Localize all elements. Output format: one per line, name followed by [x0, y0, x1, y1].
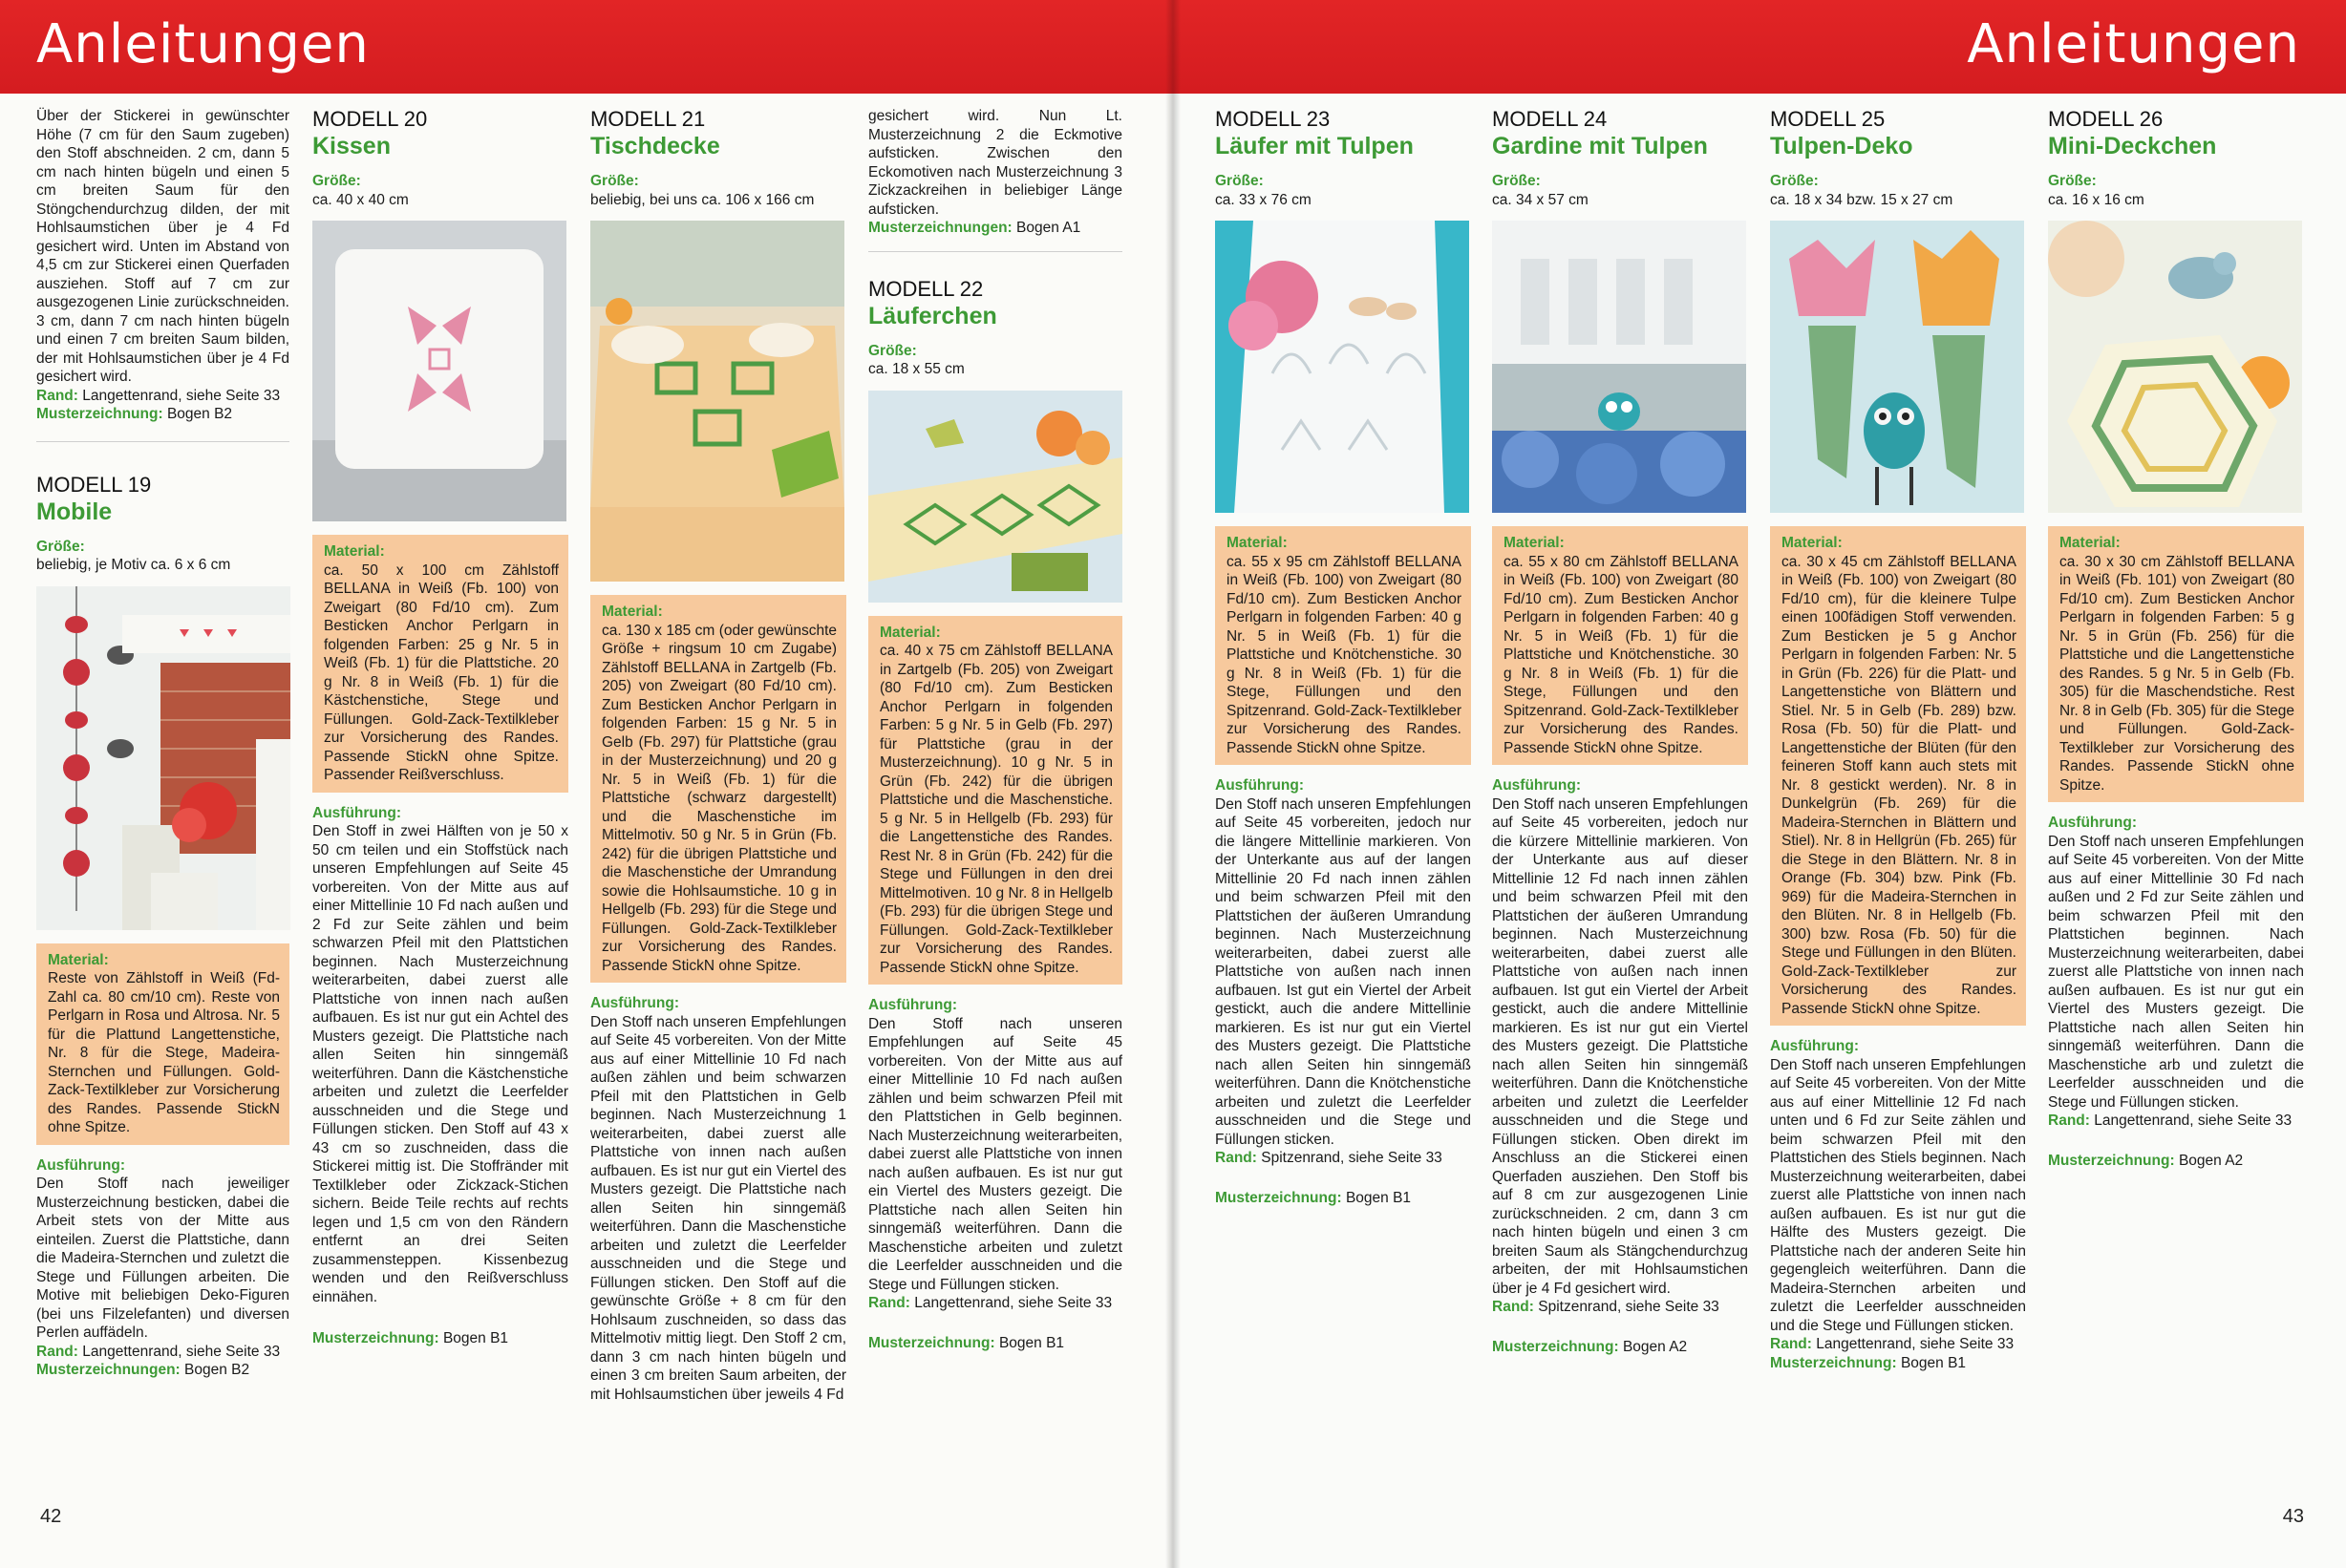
model-20-heading: MODELL 20 Kissen — [312, 107, 428, 159]
column-8: MODELL 26 Mini-Deckchen Größe: ca. 16 x 16 cm Material: ca. 30 x 30 cm Zählstoff BELLANA in Weiß (Fb. 101) von Zweigart (80 Fd/10 cm). Zum Besticken Anchor Perlgarn in folgenden Farben: 5 g Nr. 5 in Grün (Fb. 256) für die Plattstiche und die Langettenstiche des Randes. 5 g Nr. 5 in Gelb (Fb. 305) für die Maschendstiche. Rest Nr. 8 in Gelb (Fb. 305) für die Stege und Füllungen. Gold-Zack-Textilkleber zur Vorsicherung des Randes. Passende StickN ohne Spitze. Ausführung: Den Stoff nach unseren Empfehlungen auf Seite 45 vorbereiten. Von der Mitte aus auf einer Mittellinie 30 Fd nach außen und 2 Fd zur Seite zählen und beim schwarzen Pfeil mit den Plattstichen beginnen. Nach Musterzeichnung weiterarbeiten, dabei zuerst alle Plattstiche von innen nach außen aufbauen. Es ist nur gut ein Viertel des Musters gezeigt. Die Plattstiche nach allen Seiten hin sinngemäß weiterführen. Dann die Maschenstiche arb und zuletzt die Leerfelder ausschneiden und die Stege und Füllungen sticken. Rand: Langettenrand, siehe Seite 33 Musterzeichnung: Bogen A2 — [2048, 107, 2304, 1169]
model-26-instructions: Den Stoff nach unseren Empfehlungen auf Seite 45 vorbereiten. Von der Mitte aus auf einer Mittellinie 30 Fd nach außen und 2 Fd zur Seite zählen und beim schwarzen Pfeil mit den Plattstichen beginnen. Nach Musterzeichnung weiterarbeiten, dabei zuerst alle Plattstiche von innen nach außen aufbauen. Es ist nur gut ein Viertel des Musters gezeigt. Die Plattstiche nach allen Seiten hin sinngemäß weiterführen. Dann die Maschenstiche arb und zuletzt die Leerfelder ausschneiden und die Stege und Füllungen sticken. — [2048, 833, 2304, 1111]
column-4: gesichert wird. Nun Lt. Musterzeichnung 2 die Eckmotive aufsticken. Zwischen den Eckomotiven nach Musterzeichnung 3 Zickzackreihen in beliebiger Länge aufsticken. Musterzeichnungen: Bogen A1 MODELL 22 Läuferchen Größe: ca. 18 x 55 cm Material: ca. 40 x 75 cm Zählstoff BELLANA in Zartgelb (Fb. 205) von Zweigart (80 Fd/10 cm). Zum Besticken Anchor Perlgarn in folgenden Farben: 5 g Nr. 5 in Gelb (Fb. 297) für Plattstiche (grau in der Musterzeichnung). 10 g Nr. 5 in Grün (Fb. 242) für die übrigen Plattstiche und die Maschenstiche. 5 g Nr. 5 in Hellgelb (Fb. 293) für die Langettenstiche des Randes. Rest Nr. 8 in Grün (Fb. 242) für die Stege und Füllungen in den drei Mittelmotiven. 10 g Nr. 8 in Hellgelb (Fb. 293) für die übrigen Stege und Füllungen. Gold-Zack-Textilkleber zur Vorsicherung des Randes. Passende StickN ohne Spitze. Ausführung: Den Stoff nach unseren Empfehlungen auf Seite 45 vorbereiten. Von der Mitte aus auf einer Mittellinie 10 Fd nach außen zählen und beim schwarzen Pfeil mit den Plattstichen in Gelb beginnen. Nach Musterzeichnung weiterarbeiten, dabei zuerst alle Plattstiche von innen nach außen aufbauen. Es ist nur gut ein Viertel des Musters gezeigt. Die Plattstiche nach allen Seiten hin sinngemäß weiterführen. Dann die Maschenstiche arbeiten und zuletzt die Leerfelder ausschneiden und die Stege und Füllungen sticken. Rand: Langettenrand, siehe Seite 33 Musterzeichnung: Bogen B1 — [868, 108, 1122, 1351]
model-24-instructions: Den Stoff nach unseren Empfehlungen auf Seite 45 vorbereiten, jedoch nur die kürzere Mittellinie markieren. Von der Unterkante aus auf dieser Mittellinie 12 Fd nach innen zählen und beim schwarzen Pfeil mit den Plattstichen der äußeren Umrandung beginnen. Nach Musterzeichnung weiterarbeiten, dabei zuerst alle Plattstiche von außen nach innen aufbauen. Ist gut ein Viertel der Arbeit gestickt, auch die andere Mittellinie markieren. Es ist nur gut ein Viertel des Musters gezeigt. Die Plattstiche nach allen Seiten hin sinngemäß weiterführen. Dann die Knötchenstiche arbeiten und zuletzt die Leerfelder ausschneiden und die Stege und Füllungen sticken. Oben direkt im Anschluss an die Stickerei einen Querfaden ausziehen. Den Stoff bis auf 8 cm zur ausgezogenen Linie zurückschneiden. 2 cm, dann 3 cm nach hinten bügeln und einen 3 cm breiten Saum als Stängchendurchzug arbeiten, der mit Hohlsaumstichen über je 4 Fd gesichert wird. — [1492, 795, 1748, 1297]
model-24-size: Größe: ca. 34 x 57 cm — [1492, 173, 1589, 208]
model-26-material: Material: ca. 30 x 30 cm Zählstoff BELLANA in Weiß (Fb. 101) von Zweigart (80 Fd/10 cm). Zum Besticken Anchor Perlgarn in folgenden Farben: 5 g Nr. 5 in Grün (Fb. 256) für die Plattstiche und die Langettenstiche des Randes. 5 g Nr. 5 in Gelb (Fb. 305) für die Maschendstiche. Rest Nr. 8 in Gelb (Fb. 305) für die Stege und Füllungen. Gold-Zack-Textilkleber zur Vorsicherung des Randes. Passende StickN ohne Spitze. — [2048, 526, 2304, 802]
model-20-size: Größe: ca. 40 x 40 cm — [312, 173, 409, 208]
model-22-material: Material: ca. 40 x 75 cm Zählstoff BELLANA in Zartgelb (Fb. 205) von Zweigart (80 Fd/10 cm). Zum Besticken Anchor Perlgarn in folgenden Farben: 5 g Nr. 5 in Gelb (Fb. 297) für Plattstiche (grau in der Musterzeichnung). 10 g Nr. 5 in Grün (Fb. 242) für die übrigen Plattstiche und die Maschenstiche. 5 g Nr. 5 in Hellgelb (Fb. 293) für die Langettenstiche des Randes. Rest Nr. 8 in Grün (Fb. 242) für die Stege und Füllungen in den drei Mittelmotiven. 10 g Nr. 8 in Hellgelb (Fb. 293) für die übrigen Stege und Füllungen. Gold-Zack-Textilkleber zur Vorsicherung des Randes. Passende StickN ohne Spitze. — [868, 616, 1122, 985]
model-22-size: Größe: ca. 18 x 55 cm — [868, 342, 965, 377]
cushion-photo — [312, 221, 566, 521]
model-21-continued: gesichert wird. Nun Lt. Musterzeichnung 2 die Eckmotive aufsticken. Zwischen den Eckomotiven nach Musterzeichnung 3 Zickzackreihen in beliebiger Länge aufsticken. — [868, 108, 1122, 218]
page-number: 42 — [40, 1506, 62, 1527]
tablecloth-photo-illustration — [590, 221, 844, 582]
column-2: MODELL 20 Kissen Größe: ca. 40 x 40 cm Material: ca. 50 x 100 cm Zählstoff BELLANA in Weiß (Fb. 100) von Zweigart (80 Fd/10 cm). Zum Besticken Anchor Perlgarn in folgenden Farben: 25 g Nr. 5 in Weiß (Fb. 1) für die Plattstiche. 20 g Nr. 8 in Weiß (Fb. 1) für die Kästchenstiche, Stege und Füllungen. Gold-Zack-Textilkleber zur Vorsicherung des Randes. Passende StickN ohne Spitze. Passender Reißverschluss. Ausführung: Den Stoff in zwei Hälften von je 50 x 50 cm teilen und ein Stoffstück nach unseren Empfehlungen auf Seite 45 vorbereiten. Von der Mitte aus auf einer Mittellinie 10 Fd nach außen und 2 Fd zur Seite zählen und beim schwarzen Pfeil mit den Plattstichen beginnen. Nach Musterzeichnung weiterarbeiten, dabei zuerst alle Plattstiche von innen nach außen aufbauen. Es ist nur gut ein Achtel des Musters gezeigt. Die Plattstiche nach allen Seiten hin sinngemäß weiterführen. Dann die Kästchenstiche arbeiten und zuletzt die Leerfelder ausschneiden und die Stege und Füllungen sticken. Den Stoff auf 43 x 43 cm so zuschneiden, dass die Stickerei mittig ist. Die Stoffränder mit Textilkleber oder Zickzack-Stichen sichern. Beide Teile rechts auf rechts legen und 1,5 cm von den Rändern entfernt an drei Seiten zusammensteppen. Kissenbezug wenden und den Reißverschluss einnähen. Musterzeichnung: Bogen B1 — [312, 107, 568, 1346]
intro-text: Über der Stickerei in gewünschter Höhe (7 cm für den Saum zugeben) den Stoff abschneiden. 2 cm, dann 5 cm nach hinten bügeln und einen 5 cm breiten Saum für den Stöngchendurchzug dilden, der mit Hohlsaumstichen über je 4 Fd gesichert wird. Unten im Abstand von 4,5 cm zur Stickerei einen Querfaden ausziehen. Stoff auf 7 cm zur ausgezogenen Linie zurückschneiden. 3 cm, dann 7 cm nach hinten bügeln und einen 7 cm breiten Saum bilden, der mit Hohlsaumstichen über je 4 Fd gesichert wird. — [36, 108, 289, 385]
cushion-photo-illustration — [312, 221, 566, 521]
tulip-deco-photo-illustration — [1770, 221, 2024, 513]
model-20-material: Material: ca. 50 x 100 cm Zählstoff BELLANA in Weiß (Fb. 100) von Zweigart (80 Fd/10 cm). Zum Besticken Anchor Perlgarn in folgenden Farben: 25 g Nr. 5 in Weiß (Fb. 1) für die Plattstiche. 20 g Nr. 8 in Weiß (Fb. 1) für die Kästchenstiche, Stege und Füllungen. Gold-Zack-Textilkleber zur Vorsicherung des Randes. Passende StickN ohne Spitze. Passender Reißverschluss. — [312, 535, 568, 793]
model-24-heading: MODELL 24 Gardine mit Tulpen — [1492, 107, 1708, 159]
right-page — [1173, 0, 2346, 1568]
column-1: Über der Stickerei in gewünschter Höhe (7 cm für den Saum zugeben) den Stoff abschneiden. 2 cm, dann 5 cm nach hinten bügeln und einen 5 cm breiten Saum für den Stöngchendurchzug dilden, der mit Hohlsaumstichen über je 4 Fd gesichert wird. Unten im Abstand von 4,5 cm zur Stickerei einen Querfaden ausziehen. Stoff auf 7 cm zur ausgezogenen Linie zurückschneiden. 3 cm, dann 7 cm nach hinten bügeln und einen 7 cm breiten Saum bilden, der mit Hohlsaumstichen über je 4 Fd gesichert wird. Rand: Langettenrand, siehe Seite 33 Musterzeichnung: Bogen B2 MODELL 19 Mobile Größe: beliebig, je Motiv ca. 6 x 6 cm Material: Reste von Zählstoff in Weiß (Fd-Zahl ca. 80 cm/10 cm). Reste von Perlgarn in Rosa und Altrosa. Nr. 5 für die Plattund Langettenstiche, Nr. 8 für die Stege, Madeira-Sternchen und Füllungen. Gold-Zack-Textilkleber zur Vorsicherung des Randes. Passende StickN ohne Spitze. Ausführung: Den Stoff nach jeweiliger Musterzeichnung besticken, dabei die Arbeit stets von der Mitte aus einteilen. Zuerst die Plattstiche, dann die Madeira-Sternchen und zuletzt die Stege und Füllungen arbeiten. Die Motive mit beliebigen Deko-Figuren (bei uns Filzelefanten) und diversen Perlen auffädeln. Rand: Langettenrand, siehe Seite 33 Musterzeichnungen: Bogen B2 — [36, 108, 289, 1378]
tulip-deco-photo — [1770, 221, 2024, 513]
column-7: MODELL 25 Tulpen-Deko Größe: ca. 18 x 34 bzw. 15 x 27 cm Material: ca. 30 x 45 cm Zählstoff BELLANA in Weiß (Fb. 100) von Zweigart (80 Fd/10 cm), für die kleinere Tulpe einen 100fädigen Stoff verwenden. Zum Besticken je 5 g Anchor Perlgarn in folgenden Farben: Nr. 5 in Grün (Fb. 226) für die Platt- und Langettenstiche von Blättern und Stiel. Nr. 5 in Gelb (Fb. 289) bzw. Rosa (Fb. 50) für die Platt- und Langettenstiche der Blüten (für den feineren Stoff kann auch stets mit Nr. 8 gestickt werden). Nr. 8 in Dunkelgrün (Fb. 269) für die Madeira-Sternchen in Blättern und Stiel). Nr. 8 in Hellgrün (Fb. 265) für die Stege in den Blättern. Nr. 8 in Orange (Fb. 304) bzw. Pink (Fb. 969) für die Madeira-Sternchen in den Blüten. Nr. 8 in Hellgelb (Fb. 300) bzw. Rosa (Fb. 50) für die Stege und Füllungen in den Blüten. Gold-Zack-Textilkleber zur Vorsicherung des Randes. Passende StickN ohne Spitze. Ausführung: Den Stoff nach unseren Empfehlungen auf Seite 45 vorbereiten. Von der Mitte aus auf einer Mittellinie 12 Fd nach unten und 6 Fd zur Seite zählen und beim schwarzen Pfeil mit den Plattstichen des Stiels beginnen. Nach Musterzeichnung weiterarbeiten, dabei zuerst alle Plattstiche von innen nach außen aufbauen. Es ist nur gut die Hälfte des Musters gezeigt. Die Plattstiche nach der anderen Seite hin gegengleich weiterführen. Dann die Madeira-Sternchen arbeiten und zuletzt die Leerfelder ausschneiden und die Stege und Füllungen sticken. Rand: Langettenrand, siehe Seite 33 Musterzeichnung: Bogen B1 — [1770, 107, 2026, 1371]
mini-doily-photo-illustration — [2048, 221, 2302, 513]
model-24-material: Material: ca. 55 x 80 cm Zählstoff BELLANA in Weiß (Fb. 100) von Zweigart (80 Fd/10 cm). Zum Besticken Anchor Perlgarn in folgenden Farben: 40 g Nr. 5 in Weiß (Fb. 1) für die Plattstiche und Knötchenstiche. 30 g Nr. 8 in Weiß (Fb. 1) für die Stege, Füllungen und den Spitzenrand. Gold-Zack-Textilkleber zur Vorsicherung des Randes. Passende StickN ohne Spitze. — [1492, 526, 1748, 765]
model-26-size: Größe: ca. 16 x 16 cm — [2048, 173, 2144, 208]
curtain-photo-illustration — [1492, 221, 1746, 513]
model-21-size: Größe: beliebig, bei uns ca. 106 x 166 cm — [590, 173, 815, 208]
model-21-instructions: Den Stoff nach unseren Empfehlungen auf Seite 45 vorbereiten. Von der Mitte aus auf einer Mittellinie 10 Fd nach außen zählen und beim schwarzen Pfeil mit den Plattstichen in Gelb beginnen. Nach Musterzeichnung 1 weiterarbeiten, dabei zuerst alle Plattstiche von innen nach außen aufbauen. Es ist nur gut ein Viertel des Musters gezeigt. Die Plattstiche nach allen Seiten hin sinngemäß weiterführen. Dann die Maschenstiche arbeiten und zuletzt die Leerfelder ausschneiden und die Stege und Füllungen sticken. Den Stoff auf die gewünschte Größe + 8 cm für den Hohlsaum zuschneiden, so dass das Mittelmotiv mittig liegt. Den Stoff 2 cm, dann 3 cm nach hinten bügeln und einen 3 cm breiten Saum arbeiten, der mit Hohlsaumstichen über jeweils 4 Fd — [590, 1013, 846, 1403]
model-25-material: Material: ca. 30 x 45 cm Zählstoff BELLANA in Weiß (Fb. 100) von Zweigart (80 Fd/10 cm), für die kleinere Tulpe einen 100fädigen Stoff verwenden. Zum Besticken je 5 g Anchor Perlgarn in folgenden Farben: Nr. 5 in Grün (Fb. 226) für die Platt- und Langettenstiche von Blättern und Stiel. Nr. 5 in Gelb (Fb. 289) bzw. Rosa (Fb. 50) für die Platt- und Langettenstiche der Blüten (für den feineren Stoff kann auch stets mit Nr. 8 gestickt werden). Nr. 8 in Dunkelgrün (Fb. 269) für die Madeira-Sternchen in Blättern und Stiel). Nr. 8 in Hellgrün (Fb. 265) für die Stege in den Blättern. Nr. 8 in Orange (Fb. 304) bzw. Pink (Fb. 969) für die Madeira-Sternchen in den Blüten. Nr. 8 in Hellgelb (Fb. 300) bzw. Rosa (Fb. 50) für die Stege und Füllungen in den Blüten. Gold-Zack-Textilkleber zur Vorsicherung des Randes. Passende StickN ohne Spitze. — [1770, 526, 2026, 1026]
mobile-photo — [36, 586, 290, 930]
page-banner — [1173, 0, 2346, 94]
banner-title: Anleitungen — [1967, 13, 2300, 75]
book-spine — [1165, 0, 1181, 1568]
divider — [36, 441, 289, 442]
mini-doily-photo — [2048, 221, 2302, 513]
page-banner — [0, 0, 1173, 94]
column-6: MODELL 24 Gardine mit Tulpen Größe: ca. 34 x 57 cm Material: ca. 55 x 80 cm Zählstoff BELLANA in Weiß (Fb. 100) von Zweigart (80 Fd/10 cm). Zum Besticken Anchor Perlgarn in folgenden Farben: 40 g Nr. 5 in Weiß (Fb. 1) für die Plattstiche und Knötchenstiche. 30 g Nr. 8 in Weiß (Fb. 1) für die Stege, Füllungen und den Spitzenrand. Gold-Zack-Textilkleber zur Vorsicherung des Randes. Passende StickN ohne Spitze. Ausführung: Den Stoff nach unseren Empfehlungen auf Seite 45 vorbereiten, jedoch nur die kürzere Mittellinie markieren. Von der Unterkante aus auf dieser Mittellinie 12 Fd nach innen zählen und beim schwarzen Pfeil mit den Plattstichen der äußeren Umrandung beginnen. Nach Musterzeichnung weiterarbeiten, dabei zuerst alle Plattstiche von außen nach innen aufbauen. Ist gut ein Viertel der Arbeit gestickt, auch die andere Mittellinie markieren. Es ist nur gut ein Viertel des Musters gezeigt. Die Plattstiche nach allen Seiten hin sinngemäß weiterführen. Dann die Knötchenstiche arbeiten und zuletzt die Leerfelder ausschneiden und die Stege und Füllungen sticken. Oben direkt im Anschluss an die Stickerei einen Querfaden ausziehen. Den Stoff bis auf 8 cm zur ausgezogenen Linie zurückschneiden. 2 cm, dann 3 cm nach hinten bügeln und einen 3 cm breiten Saum als Stängchendurchzug arbeiten, der mit Hohlsaumstichen über je 4 Fd gesichert wird. Rand: Spitzenrand, siehe Seite 33 Musterzeichnung: Bogen A2 — [1492, 107, 1748, 1355]
model-25-instructions: Den Stoff nach unseren Empfehlungen auf Seite 45 vorbereiten. Von der Mitte aus auf einer Mittellinie 12 Fd nach unten und 6 Fd zur Seite zählen und beim schwarzen Pfeil mit den Plattstichen des Stiels beginnen. Nach Musterzeichnung weiterarbeiten, dabei zuerst alle Plattstiche von innen nach außen aufbauen. Es ist nur gut die Hälfte des Musters gezeigt. Die Plattstiche nach der anderen Seite hin gegengleich weiterführen. Dann die Madeira-Sternchen arbeiten und zuletzt die Leerfelder ausschneiden und die Stege und Füllungen sticken. — [1770, 1056, 2026, 1334]
model-23-size: Größe: ca. 33 x 76 cm — [1215, 173, 1312, 208]
curtain-photo — [1492, 221, 1746, 513]
model-25-size: Größe: ca. 18 x 34 bzw. 15 x 27 cm — [1770, 173, 1953, 208]
model-26-heading: MODELL 26 Mini-Deckchen — [2048, 107, 2217, 159]
model-19-size: Größe: beliebig, je Motiv ca. 6 x 6 cm — [36, 538, 231, 573]
column-5: MODELL 23 Läufer mit Tulpen Größe: ca. 33 x 76 cm Material: ca. 55 x 95 cm Zählstoff BELLANA in Weiß (Fb. 100) von Zweigart (80 Fd/10 cm). Zum Besticken Anchor Perlgarn in folgenden Farben: 40 g Nr. 5 in Weiß (Fb. 1) für die Plattstiche und Knötchenstiche. 30 g Nr. 8 in Weiß (Fb. 1) für die Stege, Füllungen und den Spitzenrand. Gold-Zack-Textilkleber zur Vorsicherung des Randes. Passende StickN ohne Spitze. Ausführung: Den Stoff nach unseren Empfehlungen auf Seite 45 vorbereiten, jedoch nur die längere Mittellinie markieren. Von der Unterkante aus auf der langen Mittellinie 20 Fd nach innen zählen und beim schwarzen Pfeil mit den Plattstichen der äußeren Umrandung beginnen. Nach Musterzeichnung weiterarbeiten, dabei zuerst alle Plattstiche von außen nach innen aufbauen. Ist gut ein Viertel der Arbeit gestickt, auch die andere Mittellinie markieren. Es ist nur gut ein Viertel des Musters gezeigt. Die Plattstiche nach allen Seiten hin sinngemäß weiterführen. Dann die Knötchenstiche arbeiten und zuletzt die Leerfelder ausschneiden und die Stege und Füllungen sticken. Rand: Spitzenrand, siehe Seite 33 Musterzeichnung: Bogen B1 — [1215, 107, 1471, 1206]
tulip-runner-photo — [1215, 221, 1469, 513]
model-22-heading: MODELL 22 Läuferchen — [868, 276, 997, 329]
model-25-heading: MODELL 25 Tulpen-Deko — [1770, 107, 1913, 159]
column-3: MODELL 21 Tischdecke Größe: beliebig, bei uns ca. 106 x 166 cm Material: ca. 130 x 185 cm (oder gewünschte Größe + ringsum 10 cm Zugabe) Zählstoff BELLANA in Zartgelb (Fb. 205) von Zweigart (80 Fd/10 cm). Zum Besticken Anchor Perlgarn in folgenden Farben: 15 g Nr. 5 in Gelb (Fb. 297) für Plattstiche (grau in der Musterzeichnung) und 20 g Nr. 5 in Weiß (Fb. 1) für die Plattstiche (schwarz dargestellt) und die Maschenstiche im Mittelmotiv. 50 g Nr. 5 in Grün (Fb. 242) für die übrigen Plattstiche und die Maschenstiche der Umrandung sowie die Hohlsaumstiche. 10 g in Hellgelb (Fb. 293) für die Stege und Füllungen. Gold-Zack-Textilkleber zur Vorsicherung des Randes. Passende StickN ohne Spitze. Ausführung: Den Stoff nach unseren Empfehlungen auf Seite 45 vorbereiten. Von der Mitte aus auf einer Mittellinie 10 Fd nach außen zählen und beim schwarzen Pfeil mit den Plattstichen in Gelb beginnen. Nach Musterzeichnung 1 weiterarbeiten, dabei zuerst alle Plattstiche von innen nach außen aufbauen. Es ist nur gut ein Viertel des Musters gezeigt. Die Plattstiche nach allen Seiten hin sinngemäß weiterführen. Dann die Maschenstiche arbeiten und zuletzt die Leerfelder ausschneiden und die Stege und Füllungen sticken. Den Stoff auf die gewünschte Größe + 8 cm für den Hohlsaum zuschneiden, so dass das Mittelmotiv mittig liegt. Den Stoff 2 cm, dann 3 cm nach hinten bügeln und einen 3 cm breiten Saum arbeiten, der mit Hohlsaumstichen über jeweils 4 Fd — [590, 107, 846, 1403]
model-23-instructions: Den Stoff nach unseren Empfehlungen auf Seite 45 vorbereiten, jedoch nur die längere Mittellinie markieren. Von der Unterkante aus auf der langen Mittellinie 20 Fd nach innen zählen und beim schwarzen Pfeil mit den Plattstichen der äußeren Umrandung beginnen. Nach Musterzeichnung weiterarbeiten, dabei zuerst alle Plattstiche von außen nach innen aufbauen. Ist gut ein Viertel der Arbeit gestickt, auch die andere Mittellinie markieren. Es ist nur gut ein Viertel des Musters gezeigt. Die Plattstiche nach allen Seiten hin sinngemäß weiterführen. Dann die Knötchenstiche arbeiten und zuletzt die Leerfelder ausschneiden und die Stege und Füllungen sticken. — [1215, 795, 1471, 1148]
tablecloth-photo — [590, 221, 844, 582]
runner-photo-illustration — [868, 391, 1122, 603]
banner-title: Anleitungen — [36, 13, 370, 75]
model-23-heading: MODELL 23 Läufer mit Tulpen — [1215, 107, 1414, 159]
divider — [868, 251, 1122, 252]
model-19-material: Material: Reste von Zählstoff in Weiß (Fd-Zahl ca. 80 cm/10 cm). Reste von Perlgarn in Rosa und Altrosa. Nr. 5 für die Plattund Langettenstiche, Nr. 8 für die Stege, Madeira-Sternchen und Füllungen. Gold-Zack-Textilkleber zur Vorsicherung des Randes. Passende StickN ohne Spitze. — [36, 943, 289, 1145]
model-19-instructions: Den Stoff nach jeweiliger Musterzeichnung besticken, dabei die Arbeit stets von der Mitte aus einteilen. Zuerst die Plattstiche, dann die Madeira-Sternchen und zuletzt die Stege und Füllungen arbeiten. Die Motive mit beliebigen Deko-Figuren (bei uns Filzelefanten) und diversen Perlen auffädeln. — [36, 1176, 289, 1341]
model-22-instructions: Den Stoff nach unseren Empfehlungen auf Seite 45 vorbereiten. Von der Mitte aus auf einer Mittellinie 10 Fd nach außen zählen und beim schwarzen Pfeil mit den Plattstichen in Gelb beginnen. Nach Musterzeichnung weiterarbeiten, dabei zuerst alle Plattstiche von innen nach außen aufbauen. Es ist nur gut ein Viertel des Musters gezeigt. Die Plattstiche nach allen Seiten hin sinngemäß weiterführen. Dann die Maschenstiche arbeiten und zuletzt die Leerfelder ausschneiden und die Stege und Füllungen sticken. — [868, 1015, 1122, 1293]
mobile-photo-illustration — [36, 586, 290, 930]
model-21-material: Material: ca. 130 x 185 cm (oder gewünschte Größe + ringsum 10 cm Zugabe) Zählstoff BELLANA in Zartgelb (Fb. 205) von Zweigart (80 Fd/10 cm). Zum Besticken Anchor Perlgarn in folgenden Farben: 15 g Nr. 5 in Gelb (Fb. 297) für Plattstiche (grau in der Musterzeichnung) und 20 g Nr. 5 in Weiß (Fb. 1) für die Plattstiche (schwarz dargestellt) und die Maschenstiche im Mittelmotiv. 50 g Nr. 5 in Grün (Fb. 242) für die übrigen Plattstiche und die Maschenstiche der Umrandung sowie die Hohlsaumstiche. 10 g in Hellgelb (Fb. 293) für die Stege und Füllungen. Gold-Zack-Textilkleber zur Vorsicherung des Randes. Passende StickN ohne Spitze. — [590, 595, 846, 983]
model-23-material: Material: ca. 55 x 95 cm Zählstoff BELLANA in Weiß (Fb. 100) von Zweigart (80 Fd/10 cm). Zum Besticken Anchor Perlgarn in folgenden Farben: 40 g Nr. 5 in Weiß (Fb. 1) für die Plattstiche und Knötchenstiche. 30 g Nr. 8 in Weiß (Fb. 1) für die Stege, Füllungen und den Spitzenrand. Gold-Zack-Textilkleber zur Vorsicherung des Randes. Passende StickN ohne Spitze. — [1215, 526, 1471, 765]
runner-photo — [868, 391, 1122, 603]
model-21-heading: MODELL 21 Tischdecke — [590, 107, 720, 159]
model-19-heading: MODELL 19 Mobile — [36, 472, 152, 525]
tulip-runner-photo-illustration — [1215, 221, 1469, 513]
page-number: 43 — [2282, 1506, 2304, 1527]
model-20-instructions: Den Stoff in zwei Hälften von je 50 x 50 cm teilen und ein Stoffstück nach unseren Empfehlungen auf Seite 45 vorbereiten. Von der Mitte aus auf einer Mittellinie 10 Fd nach außen und 2 Fd zur Seite zählen und beim schwarzen Pfeil mit den Plattstichen beginnen. Nach Musterzeichnung weiterarbeiten, dabei zuerst alle Plattstiche von innen nach außen aufbauen. Es ist nur gut ein Achtel des Musters gezeigt. Die Plattstiche nach allen Seiten hin sinngemäß weiterführen. Dann die Kästchenstiche arbeiten und zuletzt die Leerfelder ausschneiden und die Stege und Füllungen sticken. Den Stoff auf 43 x 43 cm so zuschneiden, dass die Stickerei mittig ist. Die Stoffränder mit Textilkleber oder Zickzack-Stichen sichern. Beide Teile rechts auf rechts legen und 1,5 cm von den Rändern entfernt an drei Seiten zusammensteppen. Kissenbezug wenden und den Reißverschluss einnähen. — [312, 823, 568, 1305]
